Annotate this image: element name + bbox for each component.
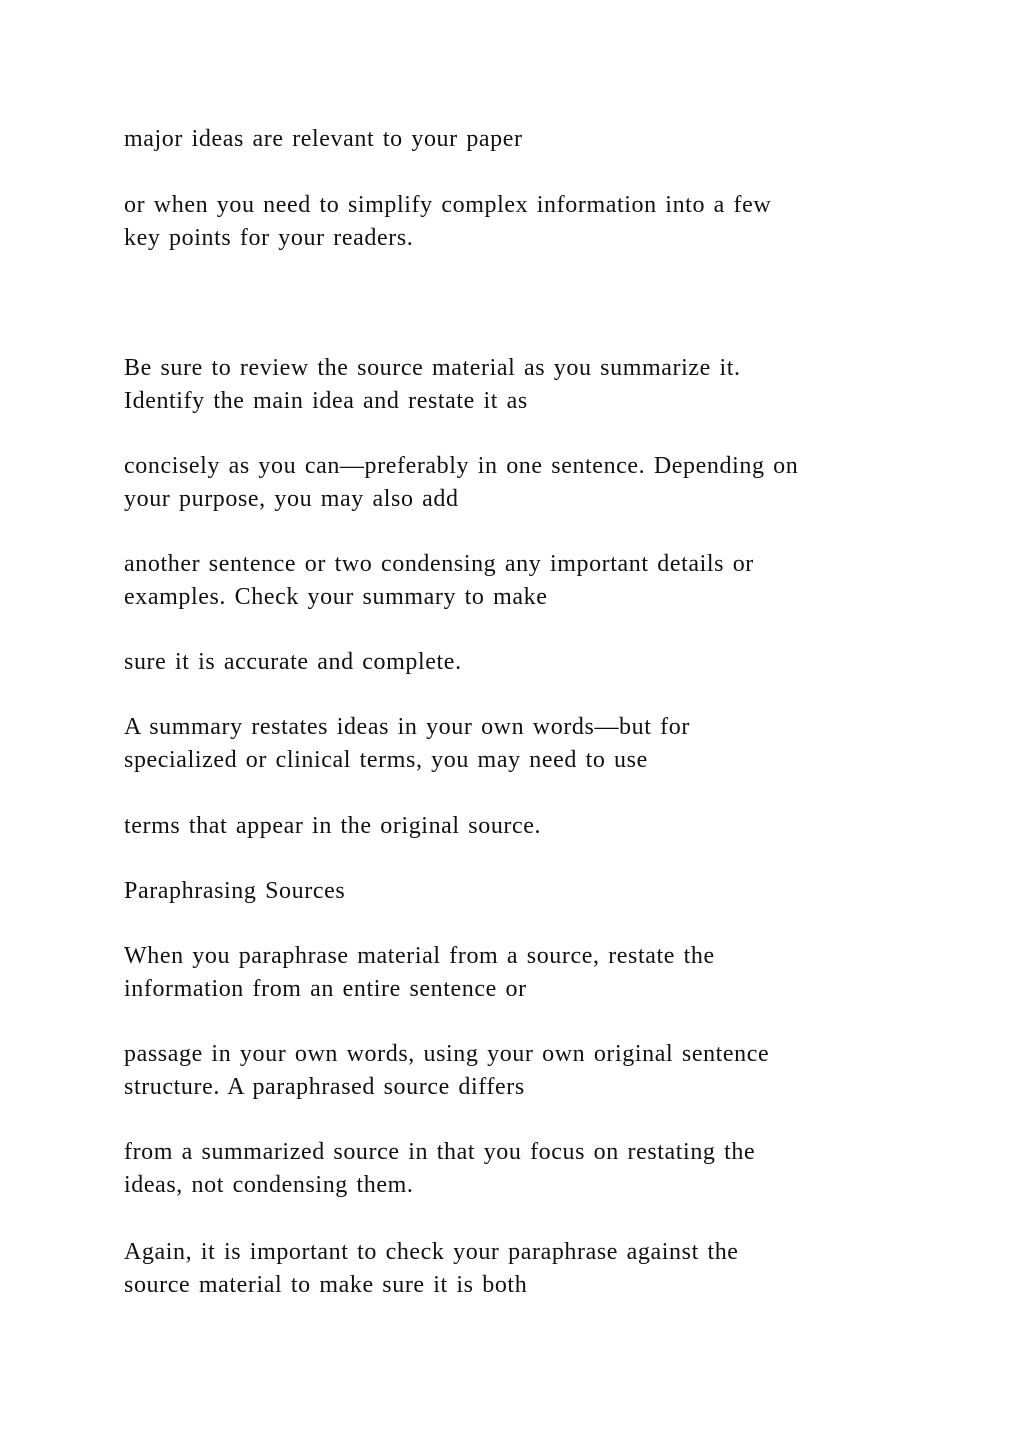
text-line: ideas, not condensing them.	[124, 1172, 414, 1198]
text-line: Identify the main idea and restate it as	[124, 388, 528, 414]
text-line: from a summarized source in that you focus on restating the	[124, 1139, 756, 1165]
text-line: major ideas are relevant to your paper	[124, 126, 523, 152]
text-line: passage in your own words, using your own original sentence	[124, 1041, 770, 1067]
text-line: sure it is accurate and complete.	[124, 649, 462, 675]
text-line: Be sure to review the source material as you summarize it.	[124, 355, 741, 381]
text-line: information from an entire sentence or	[124, 976, 527, 1002]
text-line: source material to make sure it is both	[124, 1272, 528, 1298]
text-line: concisely as you can—preferably in one sentence. Depending on	[124, 453, 799, 479]
text-line: Again, it is important to check your paraphrase against the	[124, 1239, 739, 1265]
text-line: another sentence or two condensing any important details or	[124, 551, 754, 577]
text-line: your purpose, you may also add	[124, 486, 459, 512]
text-line: terms that appear in the original source.	[124, 813, 542, 839]
text-line: structure. A paraphrased source differs	[124, 1074, 525, 1100]
text-line: A summary restates ideas in your own words—but for	[124, 714, 690, 740]
text-line: key points for your readers.	[124, 225, 414, 251]
text-line: or when you need to simplify complex information into a few	[124, 192, 772, 218]
text-line: examples. Check your summary to make	[124, 584, 548, 610]
text-line: When you paraphrase material from a source, restate the	[124, 943, 715, 969]
text-line: specialized or clinical terms, you may need to use	[124, 747, 648, 773]
section-heading: Paraphrasing Sources	[124, 878, 346, 904]
